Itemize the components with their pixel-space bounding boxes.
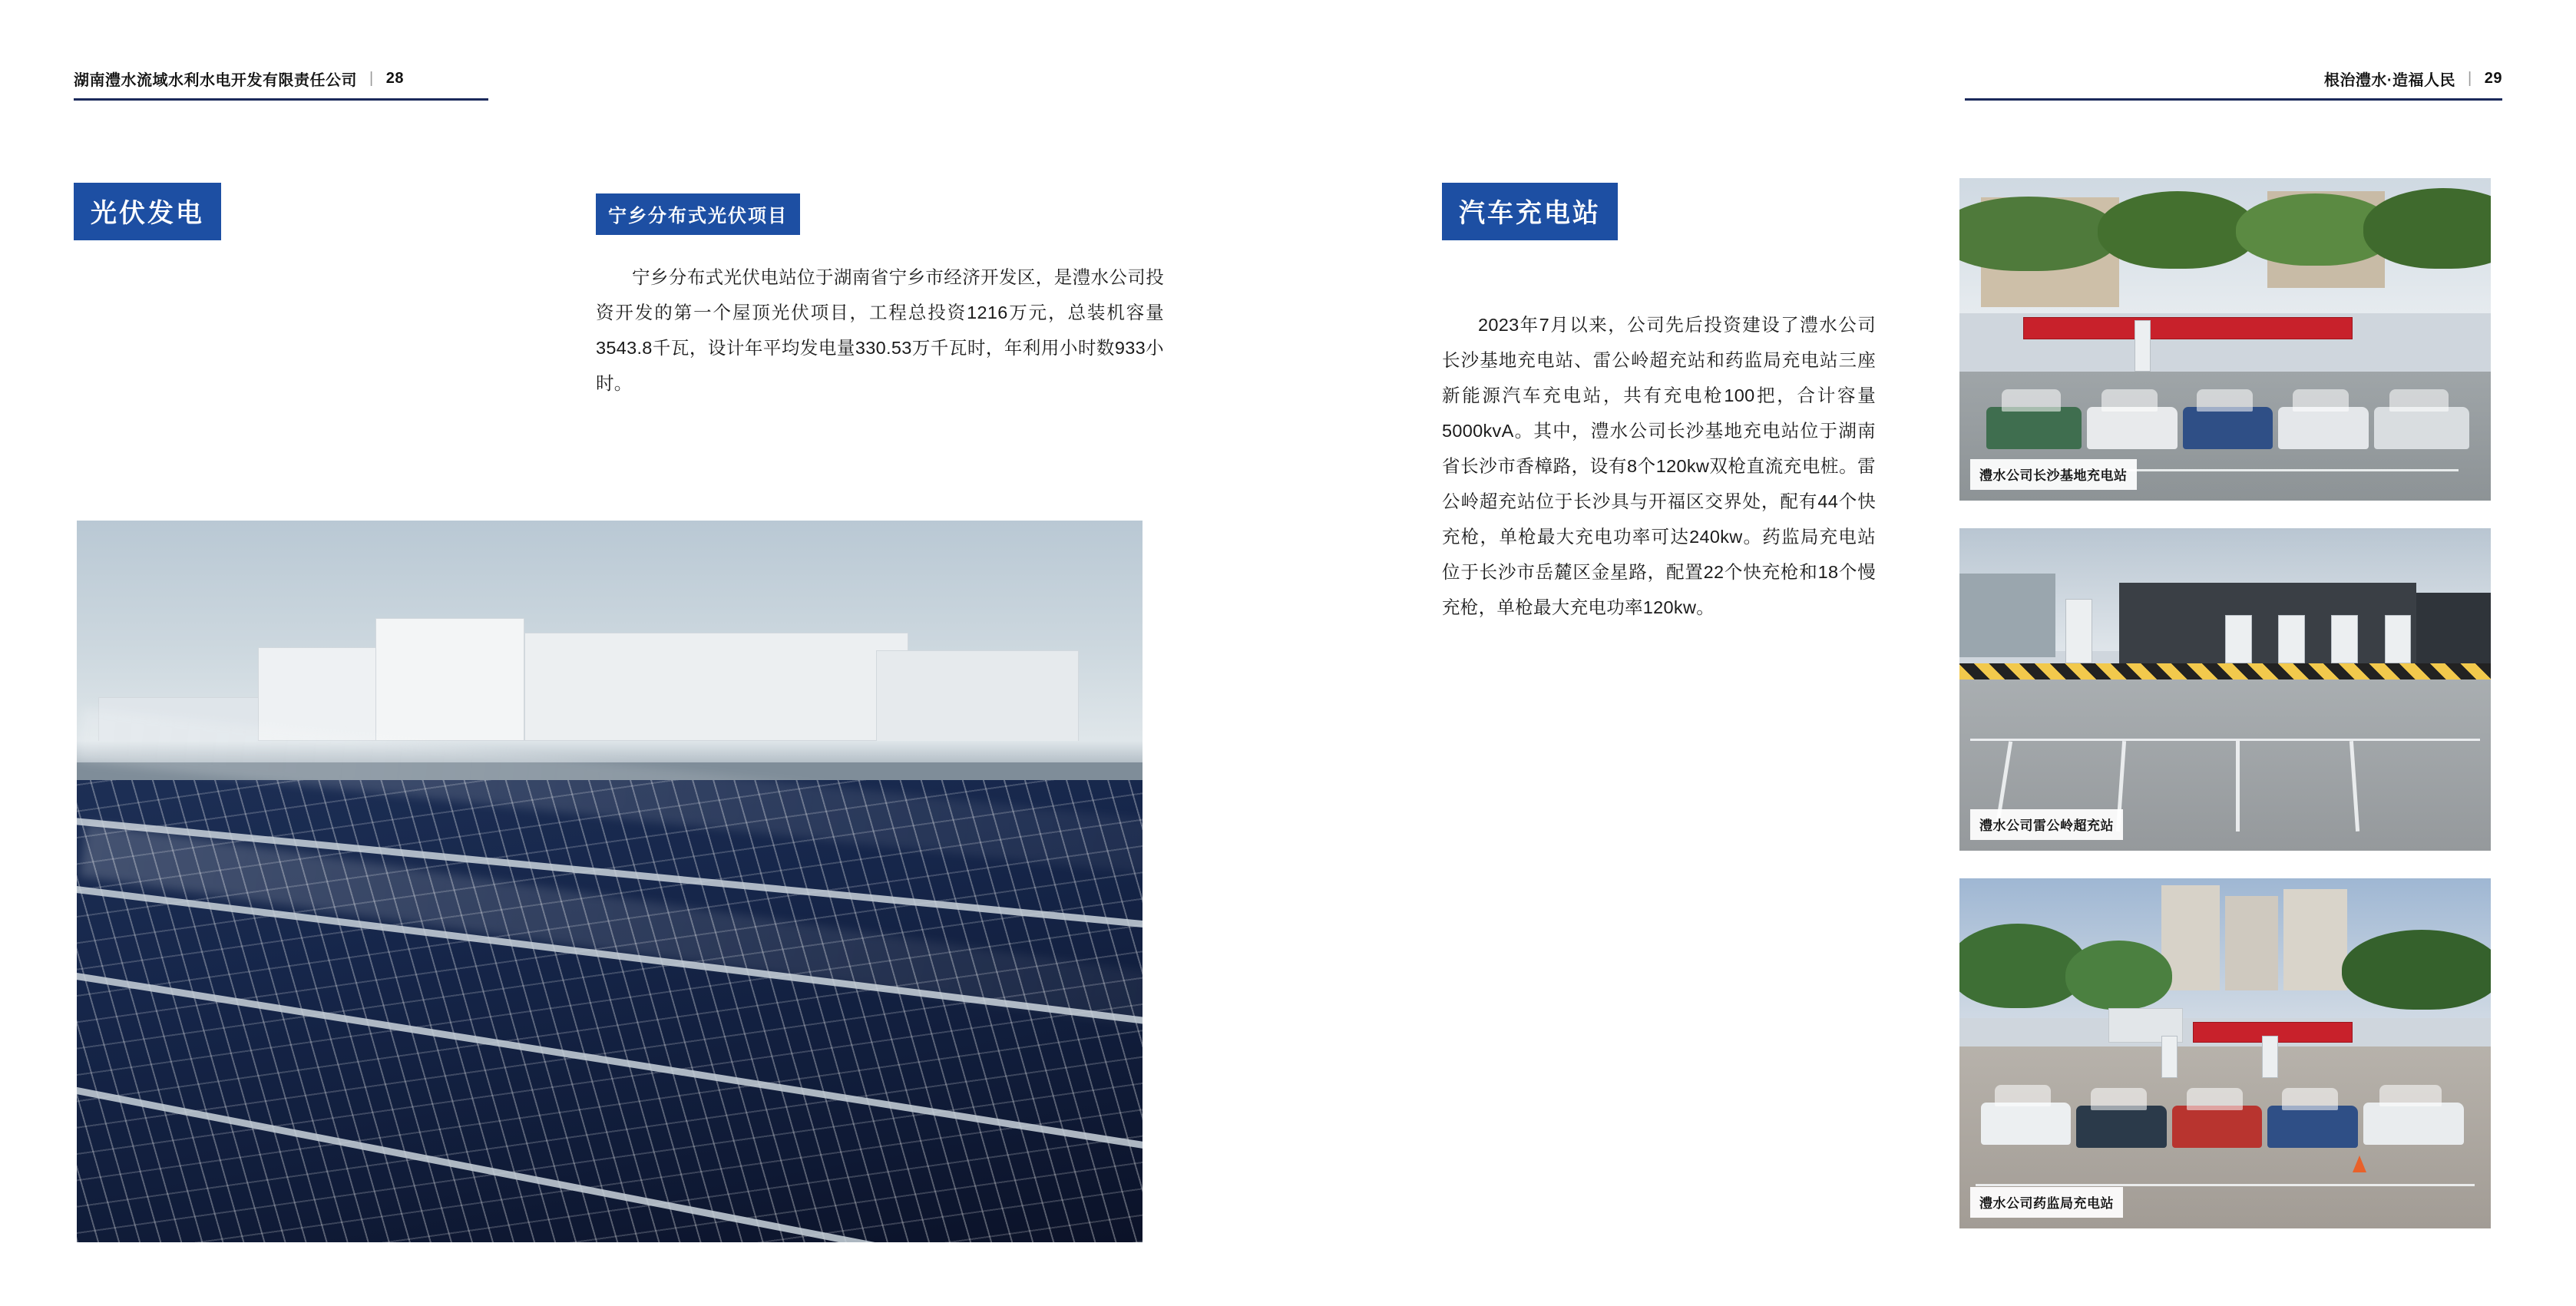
photo-car xyxy=(2267,1106,2358,1148)
photo-hazard-stripe xyxy=(1959,663,2491,679)
running-head-left-separator: | xyxy=(369,70,374,87)
photo-car xyxy=(2374,407,2470,449)
photo-charging-pile xyxy=(2225,615,2252,663)
photo-scene xyxy=(1959,528,2491,851)
photo-scene xyxy=(1959,178,2491,501)
photo-trees xyxy=(1959,204,2491,333)
body-paragraph-left: 宁乡分布式光伏电站位于湖南省宁乡市经济开发区，是澧水公司投资开发的第一个屋顶光伏项目，工程总投资1216万元，总装机容量3543.8千瓦，设计年平均发电量330.53万千瓦时，年利用小时数933小时。 xyxy=(596,267,1164,393)
running-head-left xyxy=(74,68,404,90)
body-text-left xyxy=(596,260,1164,401)
photo-car xyxy=(2087,407,2178,449)
running-head-right-separator: | xyxy=(2468,70,2472,87)
photo-car xyxy=(1981,1103,2072,1145)
photo-building xyxy=(524,633,908,741)
photo-parking-line xyxy=(2236,741,2240,832)
photo-charging-pile xyxy=(2385,615,2412,663)
photo-parking-line xyxy=(1976,1184,2475,1186)
photo-scene xyxy=(1959,878,2491,1228)
photo-solar-array xyxy=(77,521,1143,1242)
photo-parking-line xyxy=(1970,739,2480,741)
photo-car xyxy=(2363,1103,2464,1145)
photo-car xyxy=(2278,407,2369,449)
header-rule-left xyxy=(74,98,488,101)
photo-tree xyxy=(2065,941,2171,1010)
running-head-right xyxy=(2324,68,2502,90)
photo-charging-pile xyxy=(2331,615,2358,663)
photo-car xyxy=(2183,407,2273,449)
photo-glare xyxy=(80,823,1143,1069)
body-paragraph-right: 2023年7月以来，公司先后投资建设了澧水公司长沙基地充电站、雷公岭超充站和药监局充电站三座新能源汽车充电站，共有充电枪100把，合计容量5000kvA。其中，澧水公司长沙基地充电站位于湖南省长沙市香樟路，设有8个120kw双枪直流充电桩。雷公岭超充站位于长沙具与开福区交界处，配有44个快充枪，单枪最大充电功率可达240kw。药监局充电站位于长沙市岳麓区金星路，配置22个快充枪和18个慢充枪，单枪最大充电功率120kw。 xyxy=(1442,315,1876,617)
photo-building xyxy=(375,618,524,741)
page-number-right: 29 xyxy=(2484,70,2502,87)
photo-panel-row xyxy=(77,1066,1143,1242)
section-title-right: 汽车充电站 xyxy=(1442,183,1618,240)
photo-caption: 澧水公司雷公岭超充站 xyxy=(1970,809,2123,840)
photo-car xyxy=(2076,1106,2167,1148)
photo-building xyxy=(876,650,1079,752)
header-rule-right xyxy=(1965,98,2502,101)
running-head-right-text: 根治澧水·造福人民 xyxy=(2323,72,2456,89)
photo-charging-pile xyxy=(2135,320,2151,372)
photo-car xyxy=(1986,407,2082,449)
running-head-left-text: 湖南澧水流域水利水电开发有限责任公司 xyxy=(74,72,357,89)
photo-red-banner xyxy=(2023,317,2353,339)
photo-traffic-cone xyxy=(2353,1156,2366,1172)
photo-charging-pile xyxy=(2262,1036,2278,1078)
photo-building xyxy=(1959,574,2055,657)
photo-canopy xyxy=(2119,583,2417,663)
photo-tree xyxy=(1959,197,2119,271)
article-title-left: 宁乡分布式光伏项目 xyxy=(596,193,800,235)
photo-building xyxy=(2416,593,2491,663)
photo-charging-pile xyxy=(2065,599,2092,663)
photo-tree xyxy=(2342,930,2491,1010)
photo-tree xyxy=(2098,191,2257,269)
photo-car xyxy=(2172,1106,2263,1148)
photo-changsha-base-station xyxy=(1959,178,2491,501)
page-number-left: 28 xyxy=(385,70,404,87)
photo-yaojianju-station xyxy=(1959,878,2491,1228)
photo-caption: 澧水公司长沙基地充电站 xyxy=(1970,459,2137,490)
photo-solar-panels xyxy=(77,780,1143,1242)
body-text-right xyxy=(1442,307,1876,625)
photo-charging-pile xyxy=(2278,615,2305,663)
photo-caption: 澧水公司药监局充电站 xyxy=(1970,1187,2123,1218)
photo-charging-pile xyxy=(2161,1036,2178,1078)
photo-leigongling-station xyxy=(1959,528,2491,851)
section-title-left: 光伏发电 xyxy=(74,183,221,240)
